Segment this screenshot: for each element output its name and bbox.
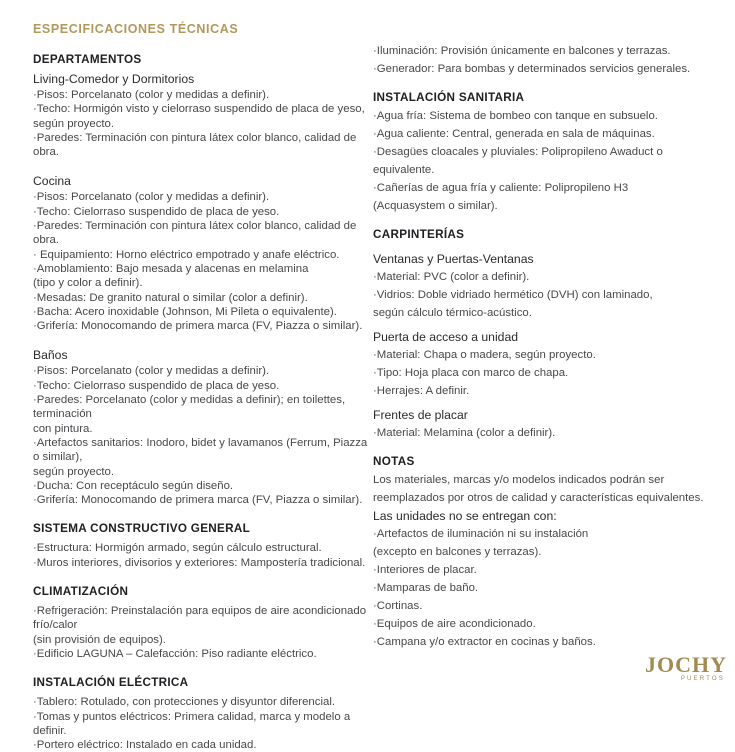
spec-block	[373, 507, 720, 651]
spec-line: ·Material: Chapa o madera, según proyecto.	[373, 349, 596, 361]
spec-line: ·Generador: Para bombas y determinados servicios generales.	[373, 63, 691, 75]
spec-line: ·Estructura: Hormigón armado, según cálculo estructural.	[33, 542, 322, 555]
spec-block	[373, 42, 720, 78]
spec-line: ·Pisos: Porcelanato (color y medidas a definir).	[33, 365, 270, 378]
spec-line: ·Mamparas de baño.	[373, 582, 479, 594]
spec-block	[33, 72, 373, 159]
spec-line: ·Artefactos sanitarios: Inodoro, bidet y lavamanos (Ferrum, Piazza o similar),	[33, 436, 368, 464]
spec-block	[373, 328, 720, 400]
spec-line: ·Grifería: Monocomando de primera marca (FV, Piazza o similar).	[33, 494, 363, 507]
spec-line: ·Portero eléctrico: Instalado en cada unidad.	[33, 739, 257, 752]
section-header: INSTALACIÓN ELÉCTRICA	[33, 676, 189, 690]
section	[33, 585, 373, 661]
brand-tagline: PUERTOS	[680, 676, 725, 682]
spec-line: ·Desagües cloacales y pluviales: Polipropileno Awaduct o equivalente.	[373, 146, 663, 176]
subsection-header: Baños	[33, 348, 68, 363]
spec-line: (tipo y color a definir).	[33, 277, 143, 290]
page-title: ESPECIFICACIONES TÉCNICAS	[33, 22, 239, 36]
spec-block	[373, 107, 720, 215]
spec-line: ·Techo: Cielorraso suspendido de placa de yeso.	[33, 205, 280, 218]
spec-block	[373, 406, 720, 442]
section-header: SISTEMA CONSTRUCTIVO GENERAL	[33, 522, 251, 536]
spec-line: ·Paredes: Terminación con pintura látex color blanco, calidad de obra.	[33, 131, 357, 159]
spec-line: ·Grifería: Monocomando de primera marca (FV, Piazza o similar).	[33, 320, 363, 333]
brand-name: JOCHY	[645, 652, 727, 677]
brand-logo	[645, 654, 727, 682]
subsection-header: Living-Comedor y Dormitorios	[33, 72, 195, 86]
spec-line: ·Amoblamiento: Bajo mesada y alacenas en melamina	[33, 262, 309, 275]
spec-line: (sin provisión de equipos).	[33, 633, 166, 646]
spec-line: (excepto en balcones y terrazas).	[373, 546, 542, 558]
spec-line: ·Material: PVC (color a definir).	[373, 271, 530, 283]
section-header: CLIMATIZACIÓN	[33, 585, 129, 599]
subsection-header: Ventanas y Puertas-Ventanas	[373, 252, 534, 266]
section	[373, 42, 720, 78]
spec-line: con pintura.	[33, 422, 93, 435]
section-header: NOTAS	[373, 455, 415, 468]
spec-line: ·Iluminación: Provisión únicamente en balcones y terrazas.	[373, 45, 671, 57]
subsection-header: Cocina	[33, 174, 71, 189]
spec-line: ·Techo: Hormigón visto y cielorraso suspendido de placa de yeso,	[33, 103, 365, 116]
spec-line: ·Refrigeración: Preinstalación para equipos de aire acondicionado frío/calor	[33, 605, 367, 632]
spec-block	[373, 471, 720, 507]
spec-line: ·Edificio LAGUNA – Calefacción: Piso radiante eléctrico.	[33, 647, 317, 660]
spec-block	[373, 250, 720, 322]
section	[373, 226, 720, 442]
spec-line: (Acquasystem o similar).	[373, 200, 498, 212]
spec-line: ·Equipos de aire acondicionado.	[373, 618, 536, 630]
spec-line: ·Ducha: Con receptáculo según diseño.	[33, 479, 234, 492]
subsection-header: Las unidades no se entregan con:	[373, 509, 557, 523]
spec-line: ·Cortinas.	[373, 600, 423, 612]
spec-line: ·Pisos: Porcelanato (color y medidas a definir).	[33, 191, 270, 204]
subsection-header: Puerta de acceso a unidad	[373, 330, 519, 344]
section	[373, 89, 720, 215]
spec-line: ·Tomas y puntos eléctricos: Primera calidad, marca y modelo a definir.	[33, 710, 351, 737]
spec-line: reemplazados por otros de calidad y características equivalentes.	[373, 492, 704, 504]
spec-line: ·Paredes: Porcelanato (color y medidas a definir); en toilettes, terminación	[33, 394, 346, 421]
spec-line: ·Material: Melamina (color a definir).	[373, 427, 556, 439]
section	[33, 676, 373, 752]
section-header: CARPINTERÍAS	[373, 228, 465, 241]
spec-block	[33, 604, 373, 661]
spec-block	[33, 695, 373, 752]
spec-line: ·Pisos: Porcelanato (color y medidas a definir).	[33, 89, 270, 101]
spec-line: ·Campana y/o extractor en cocinas y baños.	[373, 636, 596, 648]
spec-line: ·Muros interiores, divisorios y exteriores: Mampostería tradicional.	[33, 556, 366, 569]
section	[33, 522, 373, 570]
spec-line: ·Interiores de placar.	[373, 564, 477, 576]
right-column	[373, 41, 720, 752]
section-header: DEPARTAMENTOS	[33, 53, 142, 66]
spec-line: ·Cañerías de agua fría y caliente: Polipropileno H3	[373, 182, 629, 194]
spec-line: ·Herrajes: A definir.	[373, 385, 470, 397]
section	[33, 53, 373, 507]
spec-line: ·Mesadas: De granito natural o similar (color a definir).	[33, 291, 308, 304]
spec-line: ·Tablero: Rotulado, con protecciones y disyuntor diferencial.	[33, 696, 336, 709]
left-column	[33, 41, 373, 752]
section-header: INSTALACIÓN SANITARIA	[373, 91, 525, 104]
columns-container	[0, 41, 735, 752]
spec-line: ·Paredes: Terminación con pintura látex color blanco, calidad de obra.	[33, 220, 357, 247]
spec-line: ·Agua caliente: Central, generada en sala de máquinas.	[373, 128, 655, 140]
spec-block	[33, 541, 373, 570]
subsection-header: Frentes de placar	[373, 408, 468, 422]
spec-line: ·Bacha: Acero inoxidable (Johnson, Mi Pileta o equivalente).	[33, 305, 337, 318]
spec-block	[33, 348, 373, 507]
spec-line: ·Artefactos de iluminación ni su instalación	[373, 528, 589, 540]
spec-line: según cálculo térmico-acústico.	[373, 307, 532, 319]
spec-line: · Equipamiento: Horno eléctrico empotrado y anafe eléctrico.	[33, 248, 340, 261]
spec-line: según proyecto.	[33, 117, 115, 130]
spec-line: ·Tipo: Hoja placa con marco de chapa.	[373, 367, 569, 379]
spec-line: ·Agua fría: Sistema de bombeo con tanque en subsuelo.	[373, 110, 658, 122]
spec-line: ·Vidrios: Doble vidriado hermético (DVH) con laminado,	[373, 289, 653, 301]
spec-line: ·Techo: Cielorraso suspendido de placa de yeso.	[33, 379, 280, 392]
section	[373, 453, 720, 651]
spec-block	[33, 174, 373, 333]
spec-line: Los materiales, marcas y/o modelos indicados podrán ser	[373, 474, 665, 486]
spec-line: según proyecto.	[33, 465, 115, 478]
spec-sheet-document	[0, 22, 735, 752]
